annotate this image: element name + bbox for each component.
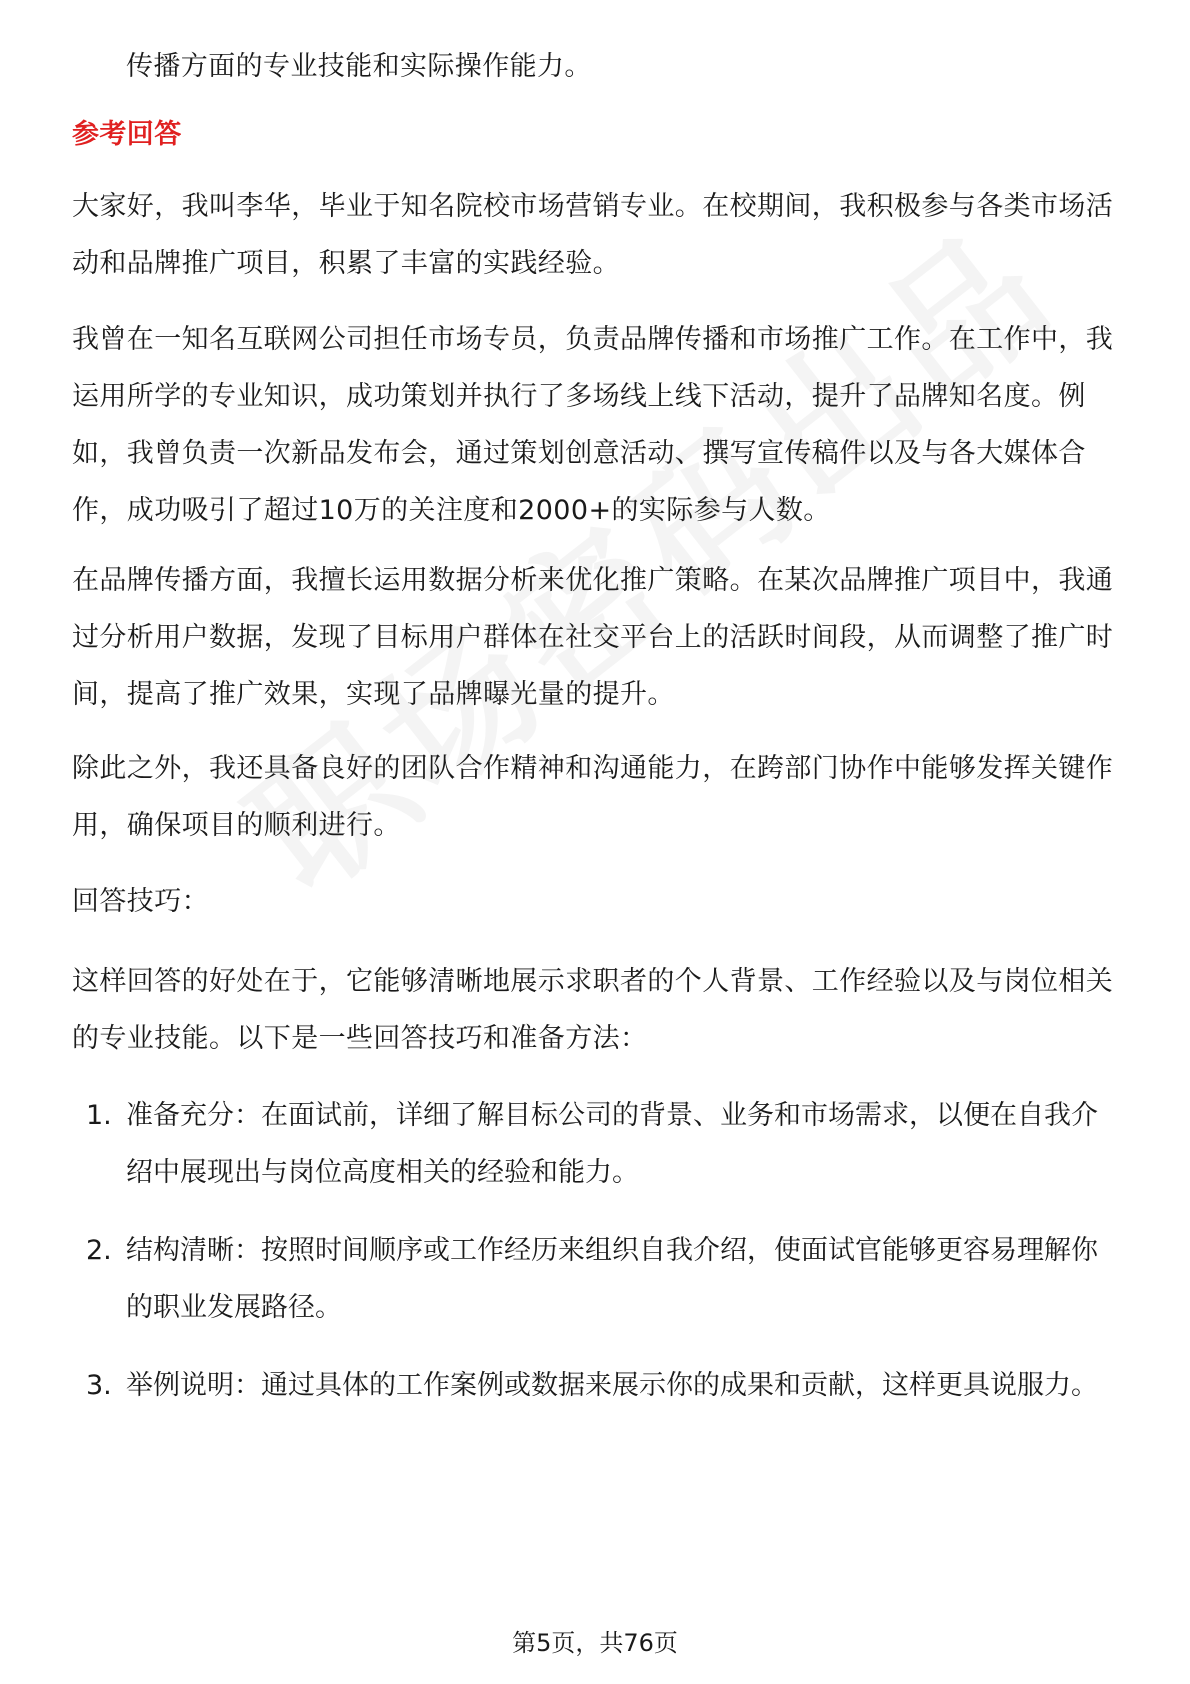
tips-label: 回答技巧： — [72, 886, 209, 917]
list-number: 3. — [86, 1370, 112, 1401]
paragraph: 大家好，我叫李华，毕业于知名院校市场营销专业。在校期间，我积极参与各类市场活动和品牌推广项目，积累了丰富的实践经验。 — [72, 191, 1114, 279]
list-text: 结构清晰：按照时间顺序或工作经历来组织自我介绍，使面试官能够更容易理解你的职业发展路径。 — [126, 1235, 1098, 1323]
paragraph: 我曾在一知名互联网公司担任市场专员，负责品牌传播和市场推广工作。在工作中，我运用所学的专业知识，成功策划并执行了多场线上线下活动，提升了品牌知名度。例如，我曾负责一次新品发布会，通过策划创意活动、撰写宣传稿件以及与各大媒体合作，成功吸引了超过10万的关注度和2000+的实际参与人数。 — [72, 324, 1114, 526]
list-number: 1. — [86, 1100, 112, 1131]
list-number: 2. — [86, 1235, 112, 1266]
list-text: 准备充分：在面试前，详细了解目标公司的背景、业务和市场需求，以便在自我介绍中展现出与岗位高度相关的经验和能力。 — [126, 1100, 1098, 1188]
page-footer: 第5页，共76页 — [512, 1629, 678, 1657]
section-heading: 参考回答 — [72, 119, 182, 150]
paragraph: 除此之外，我还具备良好的团队合作精神和沟通能力，在跨部门协作中能够发挥关键作用，确保项目的顺利进行。 — [72, 753, 1114, 841]
intro-continuation: 传播方面的专业技能和实际操作能力。 — [126, 51, 592, 82]
list-text: 举例说明：通过具体的工作案例或数据来展示你的成果和贡献，这样更具说服力。 — [126, 1370, 1098, 1401]
paragraph: 在品牌传播方面，我擅长运用数据分析来优化推广策略。在某次品牌推广项目中，我通过分析用户数据，发现了目标用户群体在社交平台上的活跃时间段，从而调整了推广时间，提高了推广效果，实现了品牌曝光量的提升。 — [72, 565, 1114, 710]
tips-intro: 这样回答的好处在于，它能够清晰地展示求职者的个人背景、工作经验以及与岗位相关的专业技能。以下是一些回答技巧和准备方法： — [72, 966, 1114, 1054]
